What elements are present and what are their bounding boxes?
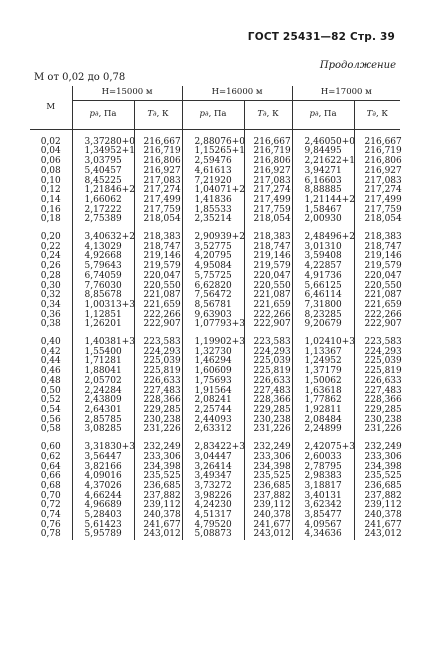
subheader-row (30, 100, 400, 129)
temperature-header: T∂, К (134, 100, 182, 129)
page-header: ГОСТ 25431—82 Стр. 39 (247, 31, 395, 43)
pressure-values: 1,40381+3 1,55400 1,71281 1,88041 2,05702 2,24284 2,43809 2,64301 2,85785 3,08285 (72, 330, 134, 435)
pressure-values: 3,31830+3 3,56447 3,82166 4,09016 4,37026 4,66244 4,96689 5,28403 5,61423 5,95789 (72, 435, 134, 540)
temperature-values: 218,383 218,747 219,146 219,579 220,047 220,550 221,087 221,659 222,266 222,907 (244, 225, 292, 330)
temperature-values: 218,383 218,747 219,146 219,579 220,047 220,550 221,087 221,659 222,266 222,907 (364, 232, 402, 330)
pressure-values: 2,90939+2 3,52775 4,20795 4,95084 5,75725 6,62820 7,56472 8,56781 9,63903 1,07793+3 (182, 225, 244, 330)
temperature-values: 223,583 224,293 225,039 225,819 226,633 227,483 228,366 229,285 230,238 231,226 (244, 330, 292, 435)
temperature-header: T∂, К (244, 100, 292, 129)
temperature-values: 232,249 233,306 234,398 235,525 236,685 237,882 239,112 240,378 241,677 243,012 (364, 442, 402, 540)
altitude-header-1: Н=15000 м (72, 86, 182, 100)
altitude-header-2: Н=16000 м (182, 86, 292, 100)
continuation-label: Продолжение (319, 60, 396, 71)
table-row (30, 129, 400, 225)
pressure-values: 2,88076+0 1,15265+1 2,59476 4,61613 7,21920 1,04071+2 1,41836 1,85533 2,35214 (182, 129, 244, 225)
data-table (30, 86, 400, 540)
temperature-values: 218,383 218,747 219,146 219,579 220,047 220,550 221,087 221,659 222,266 222,907 (134, 225, 182, 330)
pressure-values: 2,42075+3 2,60033 2,78795 2,98383 3,18817 3,40131 3,62342 3,85477 4,09567 4,34636 (292, 435, 354, 540)
m-values: 0,20 0,22 0,24 0,26 0,28 0,30 0,32 0,34 0,36 0,38 (30, 225, 72, 330)
pressure-values: 1,02410+3 1,13367 1,24952 1,37179 1,50062 1,63618 1,77862 1,92811 2,08484 2,24899 (292, 330, 354, 435)
pressure-values: 2,48496+2 3,01310 3,59408 4,22857 4,91736 5,66125 6,46114 7,31800 8,23285 9,20679 (292, 225, 354, 330)
pressure-values: 3,37280+0 1,34952+1 3,03795 5,40457 8,45225 1,21846+2 1,66062 2,17222 2,75389 (72, 129, 134, 225)
temperature-values: 232,249 233,306 234,398 235,525 236,685 237,882 239,112 240,378 241,677 243,012 (244, 435, 292, 540)
m-values: 0,40 0,42 0,44 0,46 0,48 0,50 0,52 0,54 0,56 0,58 (30, 330, 72, 435)
table-row (30, 225, 400, 330)
pressure-header: p∂, Па (72, 100, 134, 129)
temperature-values: 216,667 216,719 216,806 216,927 217,083 217,274 217,499 217,759 218,054 (134, 129, 182, 225)
temperature-header: T∂, К (354, 100, 400, 129)
m-values: 0,02 0,04 0,06 0,08 0,10 0,12 0,14 0,16 0,18 (30, 129, 72, 225)
m-values: 0,60 0,62 0,64 0,66 0,68 0,70 0,72 0,74 0,76 0,78 (30, 435, 72, 540)
temperature-values: 216,667 216,719 216,806 216,927 217,083 217,274 217,499 217,759 218,054 (244, 129, 292, 225)
pressure-values: 2,83422+3 3,04447 3,26414 3,49347 3,73272 3,98226 4,24230 4,51317 4,79520 5,08873 (182, 435, 244, 540)
altitude-header-3: Н=17000 м (292, 86, 400, 100)
temperature-values: 216,667 216,719 216,806 216,927 217,083 217,274 217,499 217,759 218,054 (364, 136, 402, 225)
range-label: М от 0,02 до 0,78 (34, 72, 126, 83)
temperature-values: 223,583 224,293 225,039 225,819 226,633 227,483 228,366 229,285 230,238 231,226 (364, 337, 402, 435)
temperature-values: 223,583 224,293 225,039 225,819 226,633 227,483 228,366 229,285 230,238 231,226 (134, 330, 182, 435)
table-row (30, 435, 400, 540)
pressure-header: p∂, Па (292, 100, 354, 129)
m-column-header: М (30, 86, 72, 129)
pressure-values: 1,19902+3 1,32730 1,46294 1,60609 1,75693 1,91564 2,08241 2,25744 2,44093 2,63312 (182, 330, 244, 435)
table-row (30, 330, 400, 435)
pressure-header: p∂, Па (182, 100, 244, 129)
pressure-values: 3,40632+2 4,13029 4,92668 5,79643 6,74059 7,76030 8,85678 1,00313+3 1,12851 1,26201 (72, 225, 134, 330)
pressure-values: 2,46050+0 9,84495 2,21622+1 3,94271 6,16603 8,88885 1,21144+2 1,58467 2,00930 (292, 129, 354, 225)
temperature-values: 232,249 233,306 234,398 235,525 236,685 237,882 239,112 240,378 241,677 243,012 (134, 435, 182, 540)
